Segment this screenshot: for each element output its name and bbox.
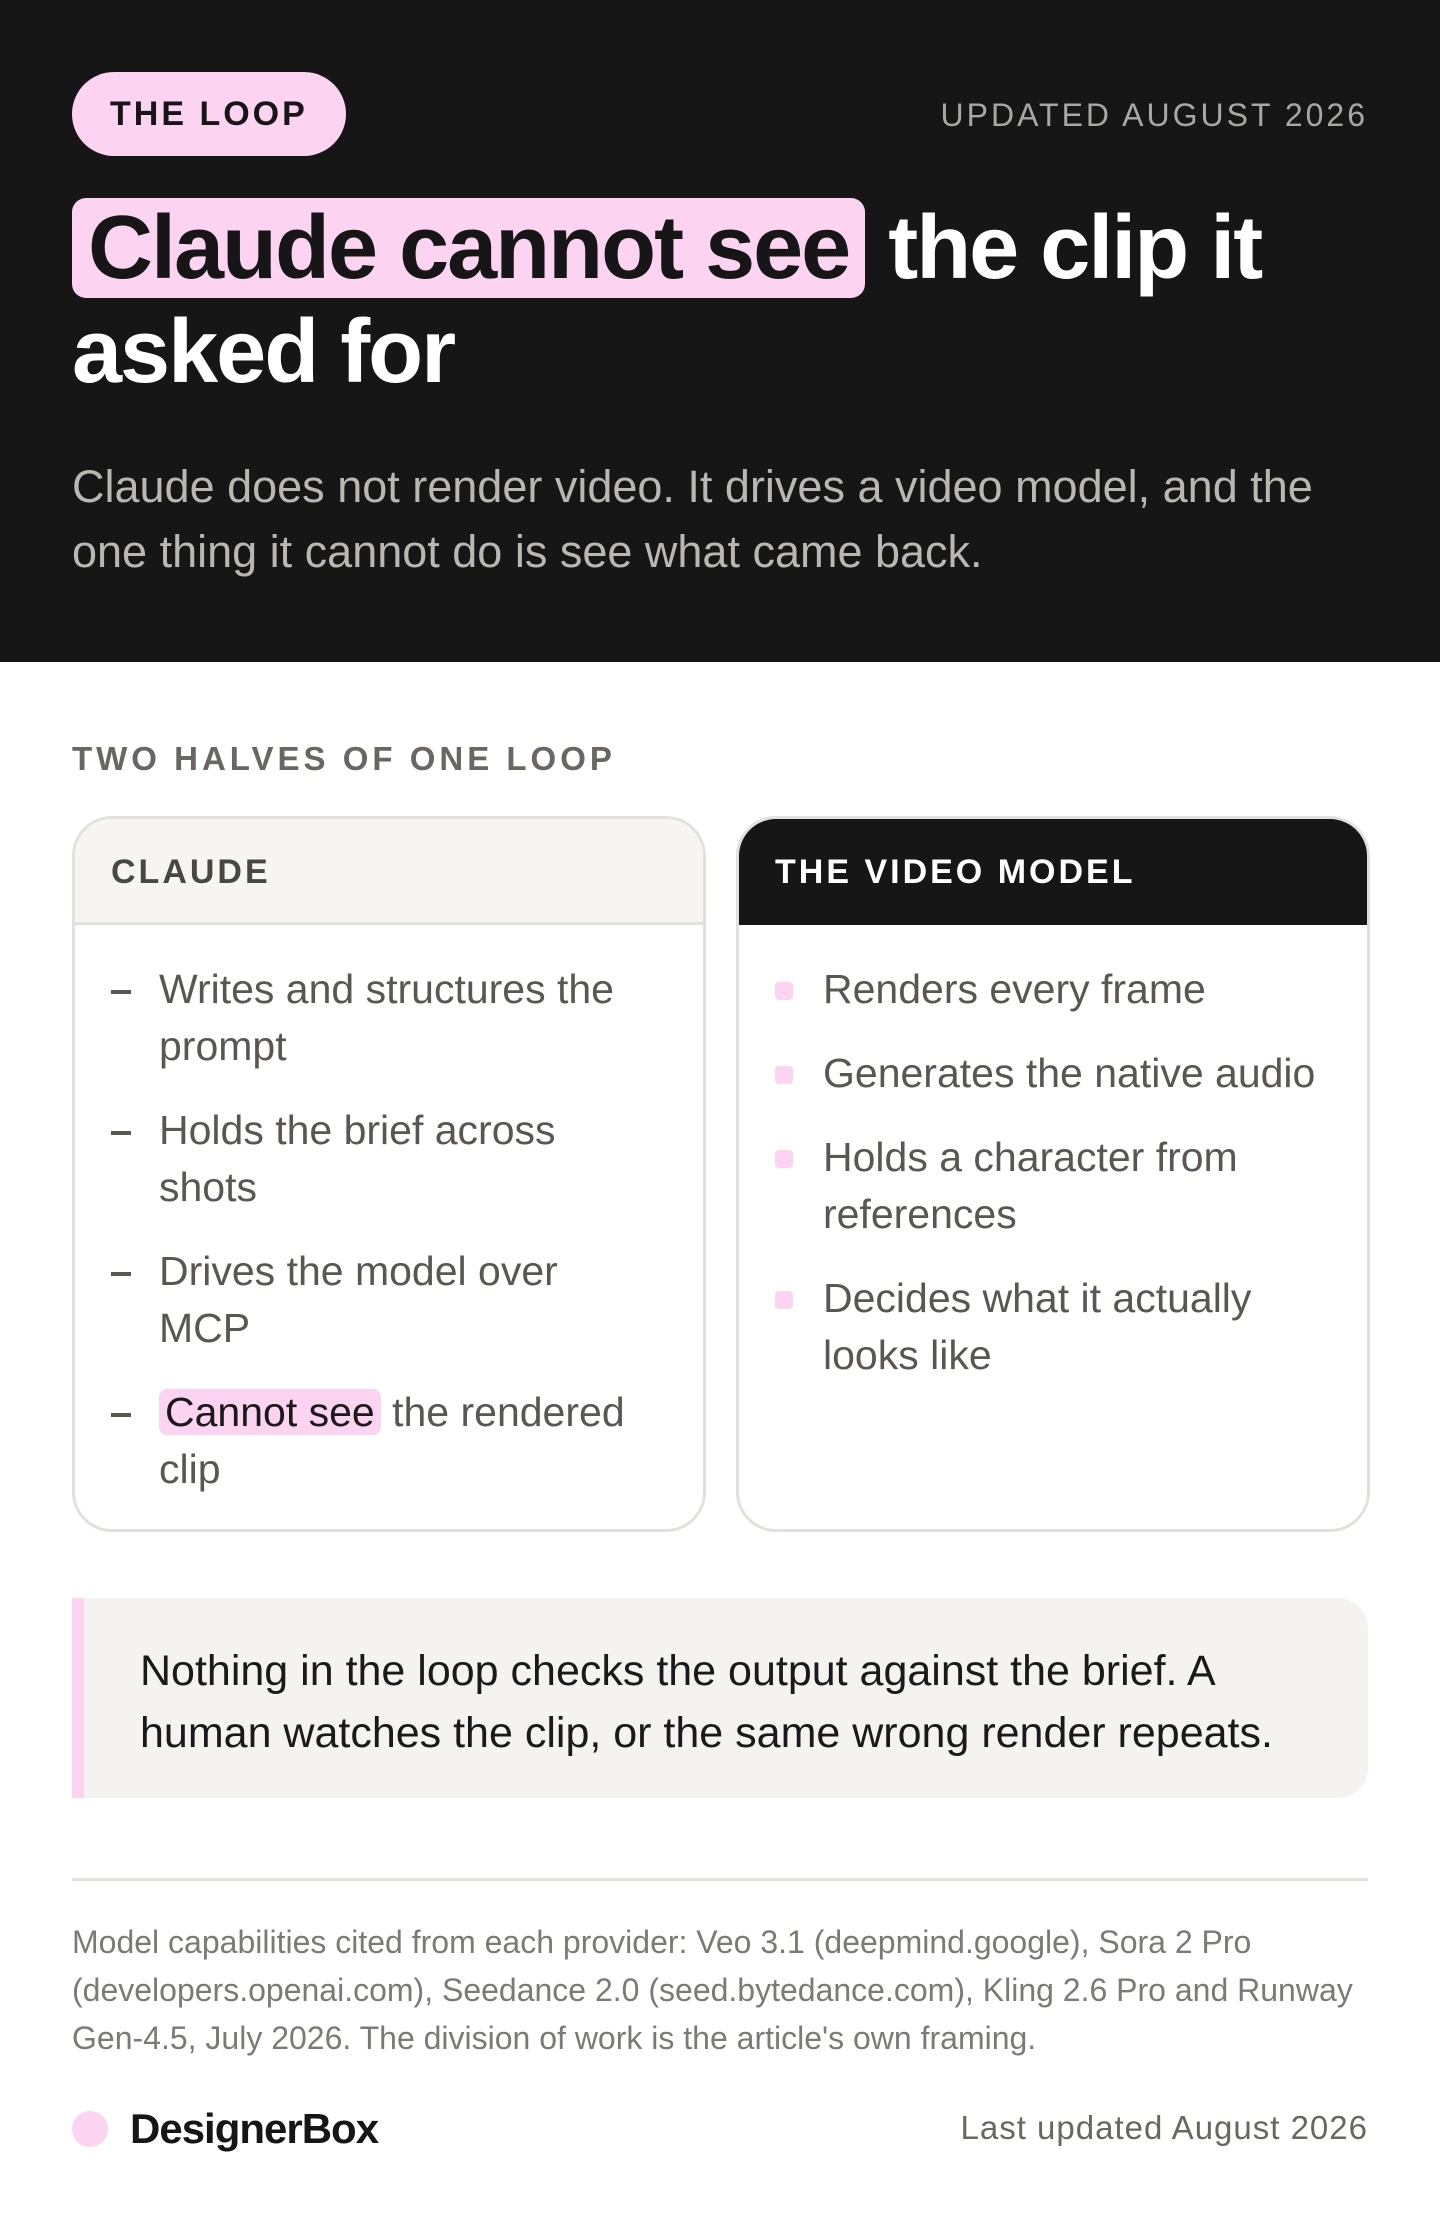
updated-date: UPDATED AUGUST 2026 (940, 97, 1368, 133)
list-item (775, 1270, 1317, 1384)
topic-pill: THE LOOP (72, 72, 346, 156)
square-bullet-icon (775, 1291, 793, 1309)
list-item: Writes and structures the prompt (111, 961, 653, 1075)
list-item-text: Renders every frame (823, 966, 1206, 1012)
claude-card (72, 816, 706, 1532)
brand-name: DesignerBox (130, 2105, 379, 2152)
list-item-text: Decides what it actually looks like (823, 1275, 1252, 1378)
inline-highlight: Cannot see (159, 1389, 381, 1435)
claude-card-title: CLAUDE (75, 819, 703, 925)
list-item (111, 1384, 653, 1498)
callout-text: Nothing in the loop checks the output against the brief. A human watches the clip, or the same wrong render repeats. (140, 1647, 1273, 1757)
hero-banner (0, 0, 1440, 662)
claude-list (75, 925, 703, 1498)
page-subtitle: Claude does not render video. It drives a video model, and the one thing it cannot do is see what came back. (72, 461, 1313, 577)
square-bullet-icon (775, 1066, 793, 1084)
square-bullet-icon (775, 982, 793, 1000)
sources-note: Model capabilities cited from each provider: Veo 3.1 (deepmind.google), Sora 2 Pro (developers.openai.com), Seedance 2.0 (seed.bytedance.com), Kling 2.6 Pro and Runway Gen-4.5, July 2026. The division of work is the article's own framing. (72, 1924, 1353, 2056)
list-item (775, 1045, 1317, 1102)
list-item (775, 1129, 1317, 1243)
list-item: Holds the brief across shots (111, 1102, 653, 1216)
title-highlight: Claude cannot see (72, 198, 865, 298)
list-item (775, 961, 1317, 1018)
square-bullet-icon (775, 1150, 793, 1168)
list-item-text: the rendered clip (159, 1389, 625, 1492)
video-model-card (736, 816, 1370, 1532)
video-model-card-title: THE VIDEO MODEL (739, 819, 1367, 925)
last-updated: Last updated August 2026 (960, 2109, 1368, 2146)
callout-box (72, 1598, 1368, 1798)
title-rest: the clip it asked for (72, 198, 1262, 402)
video-model-list (739, 925, 1367, 1384)
page-title (72, 196, 1372, 404)
list-item-text: Generates the native audio (823, 1050, 1316, 1096)
list-item-text: Holds a character from references (823, 1134, 1238, 1237)
brand-dot-icon (72, 2111, 108, 2147)
list-item: Drives the model over MCP (111, 1243, 653, 1357)
section-label: TWO HALVES OF ONE LOOP (72, 740, 616, 777)
divider (72, 1878, 1368, 1881)
